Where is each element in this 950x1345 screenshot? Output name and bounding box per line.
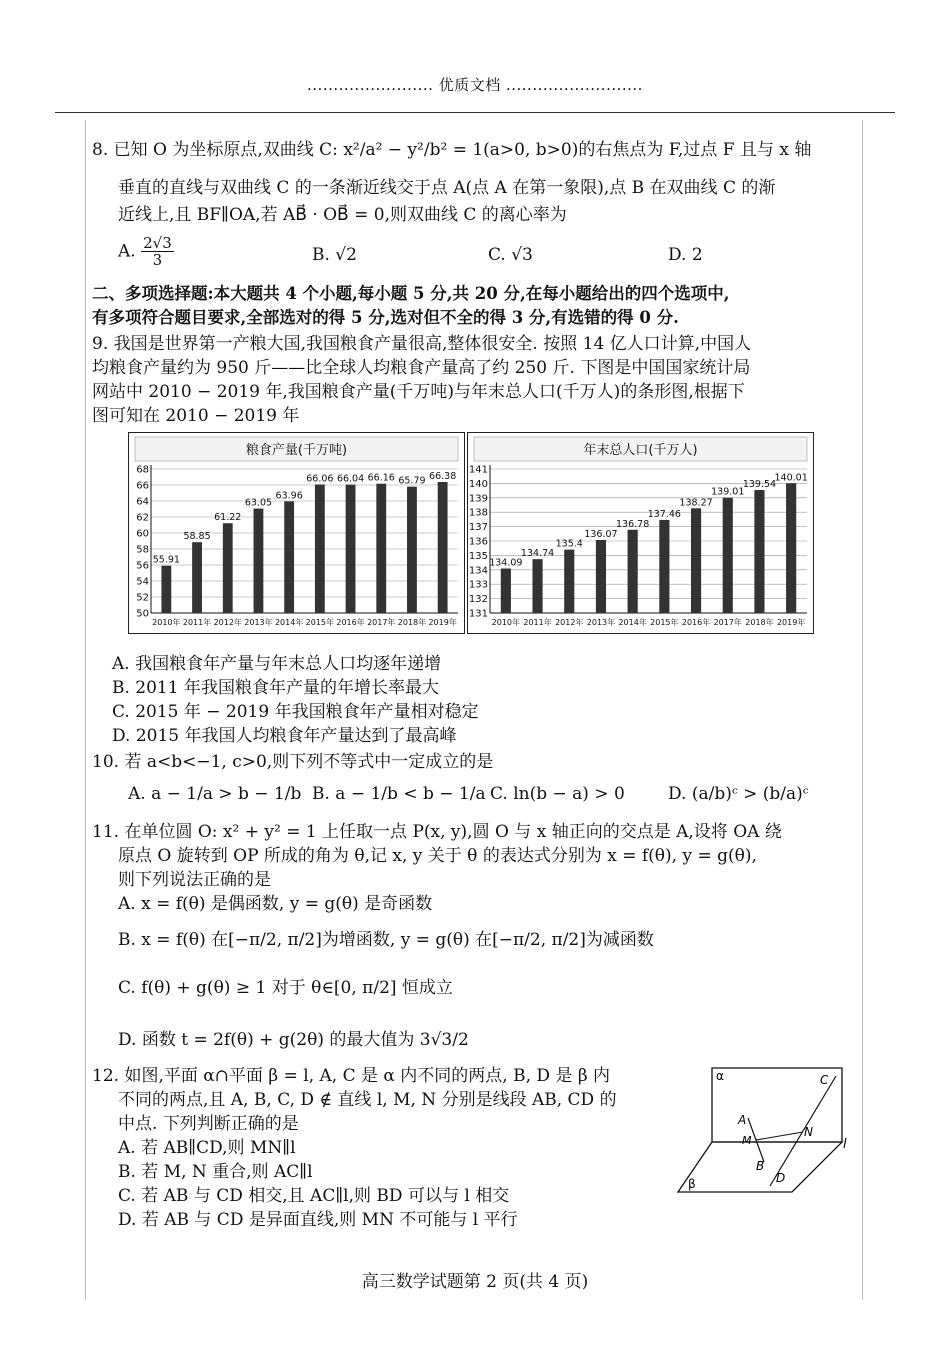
q10-option-d: D. (a/b)ᶜ > (b/a)ᶜ	[668, 784, 809, 804]
q8-option-d: D. 2	[668, 245, 703, 265]
q10-option-a: A. a − 1/a > b − 1/b	[128, 784, 302, 804]
q12-line2: 不同的两点,且 A, B, C, D ∉ 直线 l, M, N 分别是线段 AB, CD 的	[118, 1090, 617, 1110]
grain-ytick-label: 58	[136, 544, 149, 556]
population-ytick-label: 140	[468, 478, 488, 490]
q9-option-d: D. 2015 年我国人均粮食年产量达到了最高峰	[112, 726, 457, 746]
grain-xtick-label: 2019年	[428, 618, 457, 627]
q8-option-a	[118, 236, 174, 268]
label-d: D	[776, 1171, 786, 1185]
population-ytick-label: 141	[468, 464, 488, 476]
label-b: B	[756, 1159, 765, 1173]
label-l: l	[843, 1137, 847, 1152]
grain-ytick-label: 62	[136, 512, 149, 524]
population-ytick-label: 135	[468, 550, 488, 562]
q8-option-a-fraction	[141, 236, 174, 268]
q11-line1: 11. 在单位圆 O: x² + y² = 1 上任取一点 P(x, y),圆 O 与 x 轴正向的交点是 A,设将 OA 绕	[92, 822, 782, 842]
population-data-label: 140.01	[774, 472, 808, 484]
population-xtick-label: 2014年	[618, 618, 647, 627]
population-xtick-label: 2012年	[555, 618, 584, 627]
grain-data-label: 63.96	[275, 490, 303, 502]
population-bar	[691, 508, 701, 613]
page-header: ........................ 优质文档 ..........................	[307, 76, 643, 94]
population-xtick-label: 2016年	[681, 618, 711, 627]
q9-line2: 均粮食产量约为 950 斤——比全球人均粮食产量高了约 250 斤. 下图是中国国家统计局	[92, 358, 751, 378]
population-ytick-label: 132	[468, 594, 488, 606]
planes-figure	[672, 1060, 852, 1200]
population-xtick-label: 2013年	[586, 618, 616, 627]
q9-line4: 图可知在 2010 − 2019 年	[92, 406, 300, 426]
label-alpha: α	[716, 1069, 724, 1083]
grain-bar	[223, 523, 233, 613]
grain-bar	[284, 501, 294, 613]
q8-line3: 近线上,且 BF∥OA,若 AB⃗ · OB⃗ = 0,则双曲线 C 的离心率为	[118, 205, 567, 225]
grain-xtick-label: 2010年	[152, 618, 181, 627]
population-data-label: 136.07	[584, 528, 618, 540]
grain-xtick-label: 2012年	[213, 618, 242, 627]
grain-xtick-label: 2016年	[336, 618, 365, 627]
population-xtick-label: 2010年	[491, 618, 521, 627]
grain-bar	[438, 482, 448, 613]
population-ytick-label: 138	[468, 507, 488, 519]
section2-line2: 有多项符合题目要求,全部选对的得 5 分,选对但不全的得 3 分,有选错的得 0 分.	[92, 308, 679, 327]
grain-ytick-label: 50	[136, 608, 149, 620]
q12-line3: 中点. 下列判断正确的是	[118, 1114, 299, 1134]
grain-bar	[161, 566, 171, 613]
grain-xtick-label: 2014年	[274, 618, 304, 627]
q11-option-a: A. x = f(θ) 是偶函数, y = g(θ) 是奇函数	[118, 894, 433, 914]
grain-ytick-label: 54	[136, 576, 149, 588]
grain-bar	[376, 484, 386, 613]
population-data-label: 134.09	[489, 557, 523, 569]
q11-option-b: B. x = f(θ) 在[−π/2, π/2]为增函数, y = g(θ) 在[−π/2, π/2]为减函数	[118, 930, 654, 950]
population-bar	[628, 530, 638, 613]
grain-bar	[346, 485, 356, 613]
header-rule	[55, 112, 895, 113]
label-m: M	[742, 1134, 752, 1147]
population-bar	[564, 550, 574, 613]
q10-stem: 10. 若 a<b<−1, c>0,则下列不等式中一定成立的是	[92, 752, 494, 772]
q11-option-d: D. 函数 t = 2f(θ) + g(2θ) 的最大值为 3√3/2	[118, 1030, 469, 1050]
population-xtick-label: 2015年	[650, 618, 679, 627]
grain-ytick-label: 68	[136, 464, 149, 476]
grain-bar	[254, 509, 264, 613]
q12-option-b: B. 若 M, N 重合,则 AC∥l	[118, 1162, 313, 1182]
q9-option-b: B. 2011 年我国粮食年产量的年增长率最大	[112, 678, 439, 698]
grain-xtick-label: 2015年	[305, 618, 335, 627]
grain-data-label: 55.91	[152, 554, 180, 566]
population-bar	[786, 483, 796, 613]
label-a: A	[738, 1113, 747, 1127]
q10-option-c: C. ln(b − a) > 0	[490, 784, 625, 804]
right-margin-line	[862, 120, 863, 1300]
q9-line1: 9. 我国是世界第一产粮大国,我国粮食产量很高,整体很安全. 按照 14 亿人口计算,中国人	[92, 334, 752, 354]
population-data-label: 139.01	[711, 486, 745, 498]
population-bar	[501, 569, 511, 613]
grain-chart-box	[128, 432, 465, 634]
q9-option-c: C. 2015 年 − 2019 年我国粮食年产量相对稳定	[112, 702, 479, 722]
q8-line2: 垂直的直线与双曲线 C 的一条渐近线交于点 A(点 A 在第一象限),点 B 在双曲线 C 的渐	[118, 178, 776, 198]
q12-option-c: C. 若 AB 与 CD 相交,且 AC∥l,则 BD 可以与 l 相交	[118, 1186, 510, 1206]
segment-cd	[770, 1076, 836, 1186]
population-ytick-label: 137	[468, 522, 488, 534]
q8-line1: 8. 已知 O 为坐标原点,双曲线 C: x²/a² − y²/b² = 1(a>0, b>0)的右焦点为 F,过点 F 且与 x 轴	[92, 140, 812, 160]
grain-bar	[407, 487, 417, 613]
population-ytick-label: 131	[468, 608, 488, 620]
q12-line1: 12. 如图,平面 α∩平面 β = l, A, C 是 α 内不同的两点, B, D 是 β 内	[92, 1066, 611, 1086]
q10-option-b: B. a − 1/b < b − 1/a	[312, 784, 486, 804]
grain-ytick-label: 66	[136, 480, 149, 492]
grain-data-label: 65.79	[398, 475, 426, 487]
q12-option-a: A. 若 AB∥CD,则 MN∥l	[118, 1138, 296, 1158]
q8-option-a-num: 2√3	[143, 234, 172, 252]
q11-line3: 则下列说法正确的是	[118, 870, 271, 890]
grain-bar	[315, 485, 325, 613]
population-title: 年末总人口(千万人)	[583, 443, 698, 458]
label-beta: β	[688, 1177, 696, 1191]
section2-line1: 二、多项选择题:本大题共 4 个小题,每小题 5 分,共 20 分,在每小题给出的四个选项中,	[92, 284, 730, 303]
population-ytick-label: 136	[468, 536, 488, 548]
population-data-label: 134.74	[520, 548, 555, 560]
grain-data-label: 66.16	[367, 472, 395, 484]
population-ytick-label: 133	[468, 579, 488, 591]
population-chart	[468, 433, 813, 633]
population-data-label: 135.4	[555, 538, 583, 550]
population-ytick-label: 134	[468, 565, 488, 577]
population-data-label: 137.46	[647, 508, 681, 520]
population-bar	[596, 540, 606, 613]
population-data-label: 138.27	[679, 497, 713, 509]
population-xtick-label: 2011年	[523, 618, 552, 627]
segment-mn	[756, 1132, 803, 1140]
grain-output-chart	[129, 433, 464, 633]
q8-option-a-den: 3	[152, 251, 163, 269]
q8-option-b: B. √2	[312, 245, 357, 265]
population-bar	[723, 498, 733, 613]
grain-data-label: 63.05	[244, 497, 273, 509]
grain-xtick-label: 2017年	[367, 618, 396, 627]
q9-line3: 网站中 2010 − 2019 年,我国粮食产量(千万吨)与年末总人口(千万人)的条形图,根据下	[92, 382, 745, 402]
grain-xtick-label: 2011年	[182, 618, 212, 627]
grain-xtick-label: 2018年	[397, 618, 427, 627]
q11-option-c: C. f(θ) + g(θ) ≥ 1 对于 θ∈[0, π/2] 恒成立	[118, 978, 453, 998]
grain-ytick-label: 52	[136, 592, 149, 604]
grain-title: 粮食产量(千万吨)	[245, 443, 348, 458]
q8-option-a-label: A.	[118, 241, 136, 262]
q8-option-c: C. √3	[488, 245, 533, 265]
grain-data-label: 66.38	[429, 470, 457, 482]
population-bar	[532, 559, 542, 613]
q12-option-d: D. 若 AB 与 CD 是异面直线,则 MN 不可能与 l 平行	[118, 1210, 518, 1230]
grain-data-label: 66.06	[306, 473, 334, 485]
population-chart-box	[467, 432, 814, 634]
left-margin-line	[85, 120, 86, 1300]
grain-data-label: 58.85	[183, 531, 211, 543]
grain-bar	[192, 542, 202, 613]
q9-option-a: A. 我国粮食年产量与年末总人口均逐年递增	[112, 654, 442, 674]
page-footer: 高三数学试题第 2 页(共 4 页)	[361, 1272, 589, 1292]
grain-ytick-label: 60	[136, 528, 149, 540]
population-bar	[659, 520, 669, 613]
label-c: C	[820, 1073, 829, 1087]
population-xtick-label: 2018年	[745, 618, 774, 627]
population-data-label: 136.78	[616, 518, 650, 530]
population-data-label: 139.54	[742, 479, 777, 491]
population-bar	[754, 490, 764, 613]
grain-data-label: 66.04	[336, 473, 365, 485]
population-ytick-label: 139	[468, 493, 488, 505]
grain-ytick-label: 56	[136, 560, 149, 572]
label-n: N	[804, 1125, 813, 1139]
population-xtick-label: 2017年	[713, 618, 742, 627]
grain-ytick-label: 64	[136, 496, 149, 508]
grain-data-label: 61.22	[214, 512, 242, 524]
grain-xtick-label: 2013年	[244, 618, 273, 627]
population-xtick-label: 2019年	[776, 618, 806, 627]
q11-line2: 原点 O 旋转到 OP 所成的角为 θ,记 x, y 关于 θ 的表达式分别为 x = f(θ), y = g(θ),	[118, 846, 757, 866]
